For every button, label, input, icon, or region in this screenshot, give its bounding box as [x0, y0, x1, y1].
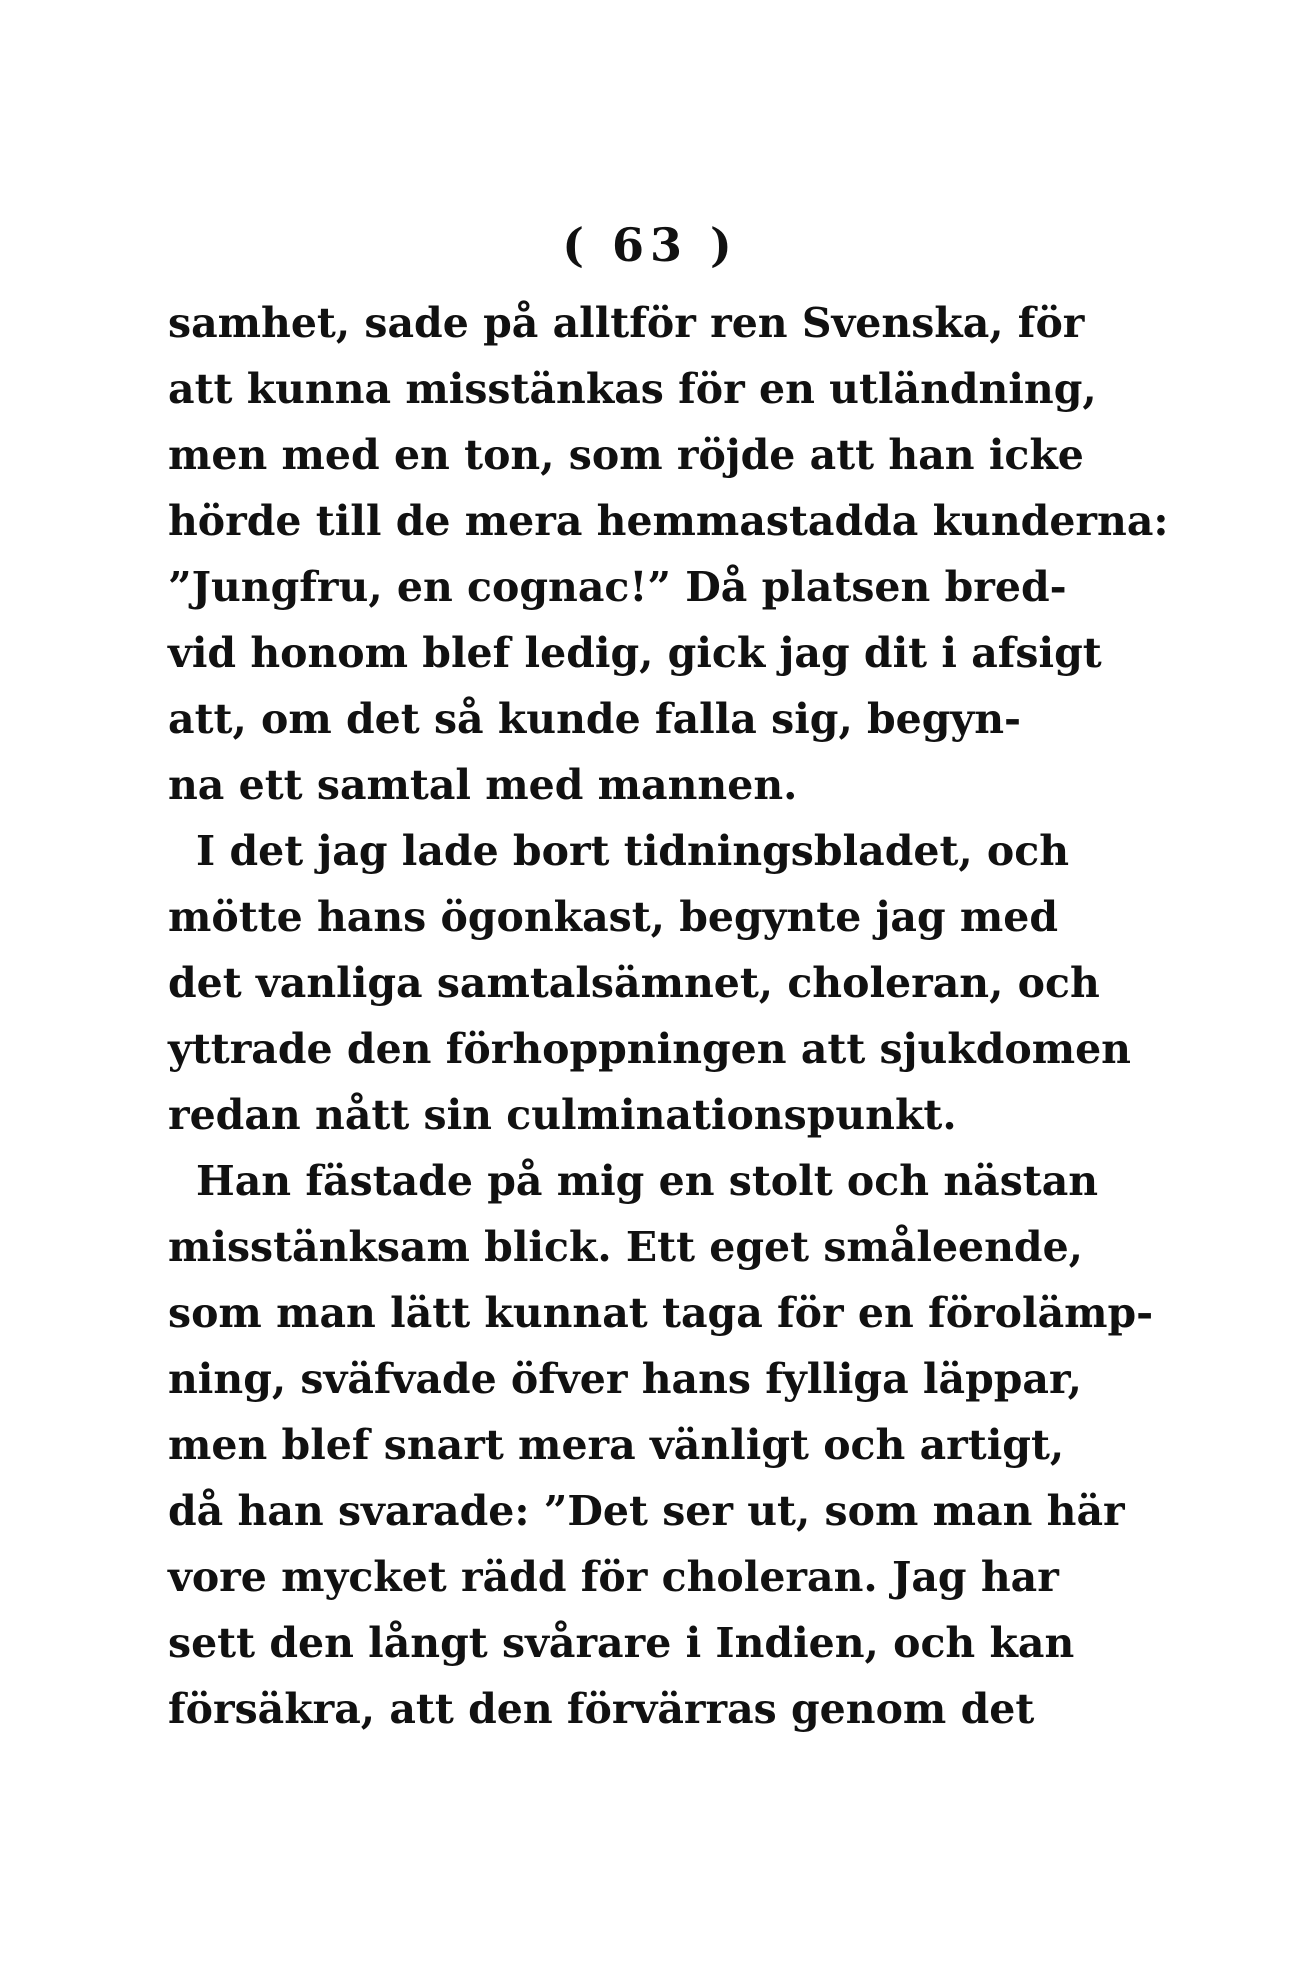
text-line: ”Jungfru, en cognac!” Då platsen bred-: [168, 563, 1067, 611]
paragraph-3: [168, 1148, 1154, 1742]
text-line: vore mycket rädd för choleran. Jag har: [168, 1553, 1059, 1601]
text-line: mötte hans ögonkast, begynte jag med: [168, 893, 1059, 941]
text-line: då han svarade: ”Det ser ut, som man här: [168, 1487, 1125, 1535]
paragraph-2: [168, 818, 1131, 1148]
text-line: vid honom blef ledig, gick jag dit i afsigt: [168, 629, 1102, 677]
text-line: men blef snart mera vänligt och artigt,: [168, 1421, 1065, 1469]
text-line: det vanliga samtalsämnet, choleran, och: [168, 959, 1100, 1007]
text-line: att, om det så kunde falla sig, begyn-: [168, 695, 1022, 743]
text-block: [168, 290, 1169, 1742]
text-line: yttrade den förhoppningen att sjukdomen: [168, 1025, 1131, 1073]
text-line: redan nått sin culminationspunkt.: [168, 1091, 957, 1139]
paragraph-1: [168, 290, 1169, 818]
text-line: hörde till de mera hemmastadda kunderna:: [168, 497, 1169, 545]
text-line: Han fästade på mig en stolt och nästan: [196, 1157, 1099, 1205]
text-line: I det jag lade bort tidningsbladet, och: [196, 827, 1070, 875]
text-line: att kunna misstänkas för en utländning,: [168, 365, 1097, 413]
text-line: men med en ton, som röjde att han icke: [168, 431, 1084, 479]
text-line: samhet, sade på alltför ren Svenska, för: [168, 299, 1085, 347]
text-line: som man lätt kunnat taga för en förolämp-: [168, 1289, 1154, 1337]
page-number: ( 63 ): [562, 218, 738, 272]
text-line: misstänksam blick. Ett eget småleende,: [168, 1223, 1083, 1271]
text-line: sett den långt svårare i Indien, och kan: [168, 1619, 1075, 1667]
text-line: försäkra, att den förvärras genom det: [168, 1685, 1035, 1733]
text-line: ning, sväfvade öfver hans fylliga läppar,: [168, 1355, 1082, 1403]
text-line: na ett samtal med mannen.: [168, 761, 798, 809]
